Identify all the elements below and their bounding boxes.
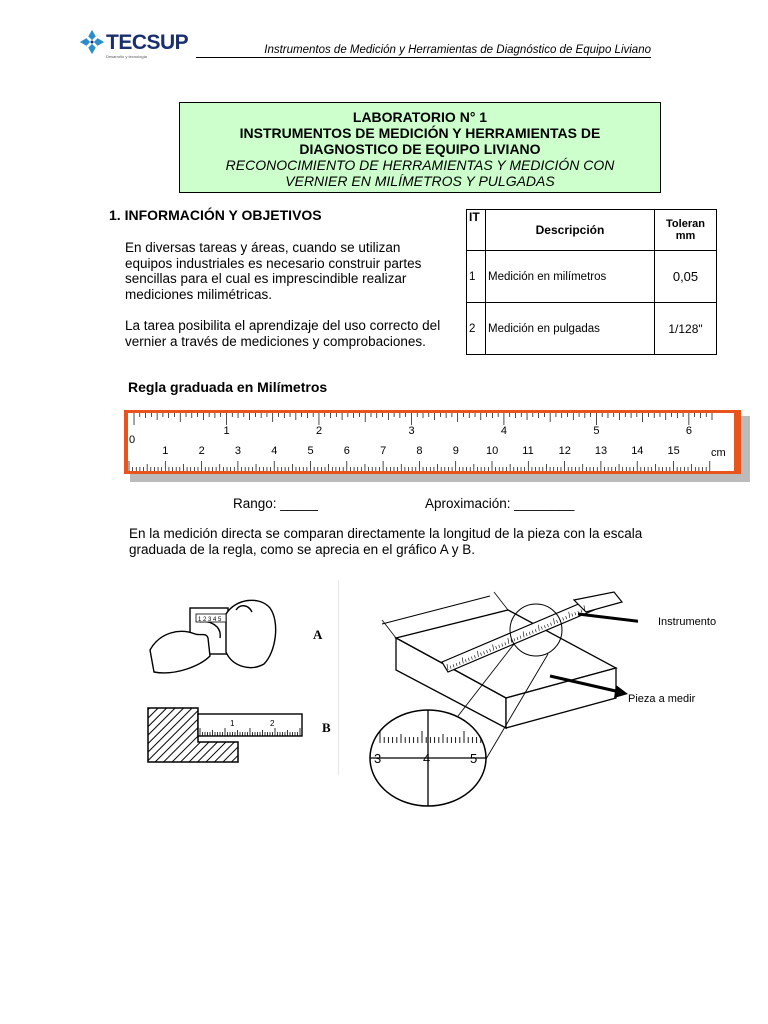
ruler-bottom-label: 11 — [522, 445, 534, 457]
ruler-top-label: 4 — [500, 425, 508, 437]
figure-a-hand-measuring — [140, 592, 340, 682]
lab-number: LABORATORIO N° 1 — [352, 109, 488, 125]
table-header-desc: Descripción — [486, 210, 655, 251]
logo-tagline: Desarrollo y tecnología — [106, 54, 147, 59]
lab-subtitle-line: RECONOCIMIENTO DE HERRAMIENTAS Y MEDICIÓN CON — [225, 157, 615, 173]
ruler-bottom-label: 12 — [558, 445, 571, 457]
figure-a-label: A — [313, 627, 323, 642]
ruler-bottom-label: 8 — [416, 445, 423, 457]
ruler-top-label: 6 — [685, 425, 693, 437]
paragraph: En diversas tareas y áreas, cuando se utilizan equipos industriales es necesario construir partes sencillas para el cual es imprescindible realizar mediciones milimétricas. — [125, 240, 422, 302]
lab-title-box — [179, 102, 661, 193]
ruler-bottom-label: 3 — [234, 445, 242, 457]
table-row — [467, 303, 717, 355]
table-cell-it: 1 — [467, 251, 486, 303]
ruler-top-label: 3 — [408, 425, 415, 437]
rango-field: Rango: _____ — [233, 496, 318, 511]
ruler-bottom-label: 2 — [198, 445, 205, 457]
figure-a-scale-digits: 1 2 3 4 5 — [198, 617, 222, 623]
table-cell-it: 2 — [467, 303, 486, 355]
ruler-bottom-label: 14 — [631, 445, 644, 457]
tecsup-logo-icon — [78, 28, 106, 56]
ruler-top-label: 5 — [593, 425, 600, 437]
ruler-top-label: 1 — [223, 425, 230, 437]
running-header: Instrumentos de Medición y Herramientas de Diagnóstico de Equipo Liviano — [196, 44, 651, 58]
table-header-it: IT — [467, 210, 486, 251]
ruler-bottom-label: 6 — [343, 445, 350, 457]
lab-subtitle-line: VERNIER EN MILÍMETROS Y PULGADAS — [285, 173, 555, 189]
zoom-mark: 5 — [470, 751, 478, 766]
aproximacion-field: Aproximación: ________ — [425, 496, 575, 511]
table-row — [467, 251, 717, 303]
lab-title-line: INSTRUMENTOS DE MEDICIÓN Y HERRAMIENTAS DE — [239, 125, 601, 141]
ruler-bottom-label: 15 — [667, 445, 680, 457]
table-header-tol: Toleran mm — [655, 210, 717, 251]
zoom-mark: 3 — [374, 751, 382, 766]
ruler-bottom-label: 4 — [271, 445, 278, 457]
ruler-bottom-label: 9 — [452, 445, 459, 457]
ruler-bottom-label: 5 — [307, 445, 314, 457]
table-cell-desc: Medición en milímetros — [486, 251, 655, 303]
pieza-label: Pieza a medir — [628, 693, 696, 705]
table-cell-tol: 0,05 — [655, 251, 717, 303]
ruler-top-label: 2 — [315, 425, 323, 437]
table-cell-desc: Medición en pulgadas — [486, 303, 655, 355]
section-title: 1. INFORMACIÓN Y OBJETIVOS — [109, 207, 322, 223]
figure-block-with-ruler — [338, 580, 638, 812]
ruler-bottom-label: 7 — [380, 445, 387, 457]
instrumento-label: Instrumento — [658, 616, 717, 628]
paragraph: La tarea posibilita el aprendizaje del uso correcto del vernier a través de mediciones y comprobaciones. — [125, 318, 441, 349]
figure-b-ruler-on-piece — [140, 700, 310, 766]
figure-b-mark: 2 — [270, 719, 275, 728]
lab-title-line: DIAGNOSTICO DE EQUIPO LIVIANO — [299, 141, 541, 157]
zoom-mark: 4 — [423, 751, 431, 766]
ruler-bottom-label: 10 — [486, 445, 499, 457]
mm-ruler — [122, 408, 752, 484]
paragraph: En la medición directa se comparan directamente la longitud de la pieza con la escala graduada de la regla, como se aprecia en el gráfico A y B. — [129, 526, 643, 557]
ruler-unit-label: cm — [711, 447, 726, 459]
ruler-title: Regla graduada en Milímetros — [128, 379, 328, 395]
logo-text: TECSUP — [106, 31, 189, 54]
table-cell-tol: 1/128" — [655, 303, 717, 355]
ruler-bottom-label: 1 — [162, 445, 169, 457]
tolerance-table — [466, 209, 717, 355]
ruler-bottom-label: 13 — [594, 445, 608, 457]
figure-b-label: B — [322, 720, 331, 735]
ruler-top-label: 0 — [129, 434, 136, 446]
figure-b-mark: 1 — [230, 719, 235, 728]
